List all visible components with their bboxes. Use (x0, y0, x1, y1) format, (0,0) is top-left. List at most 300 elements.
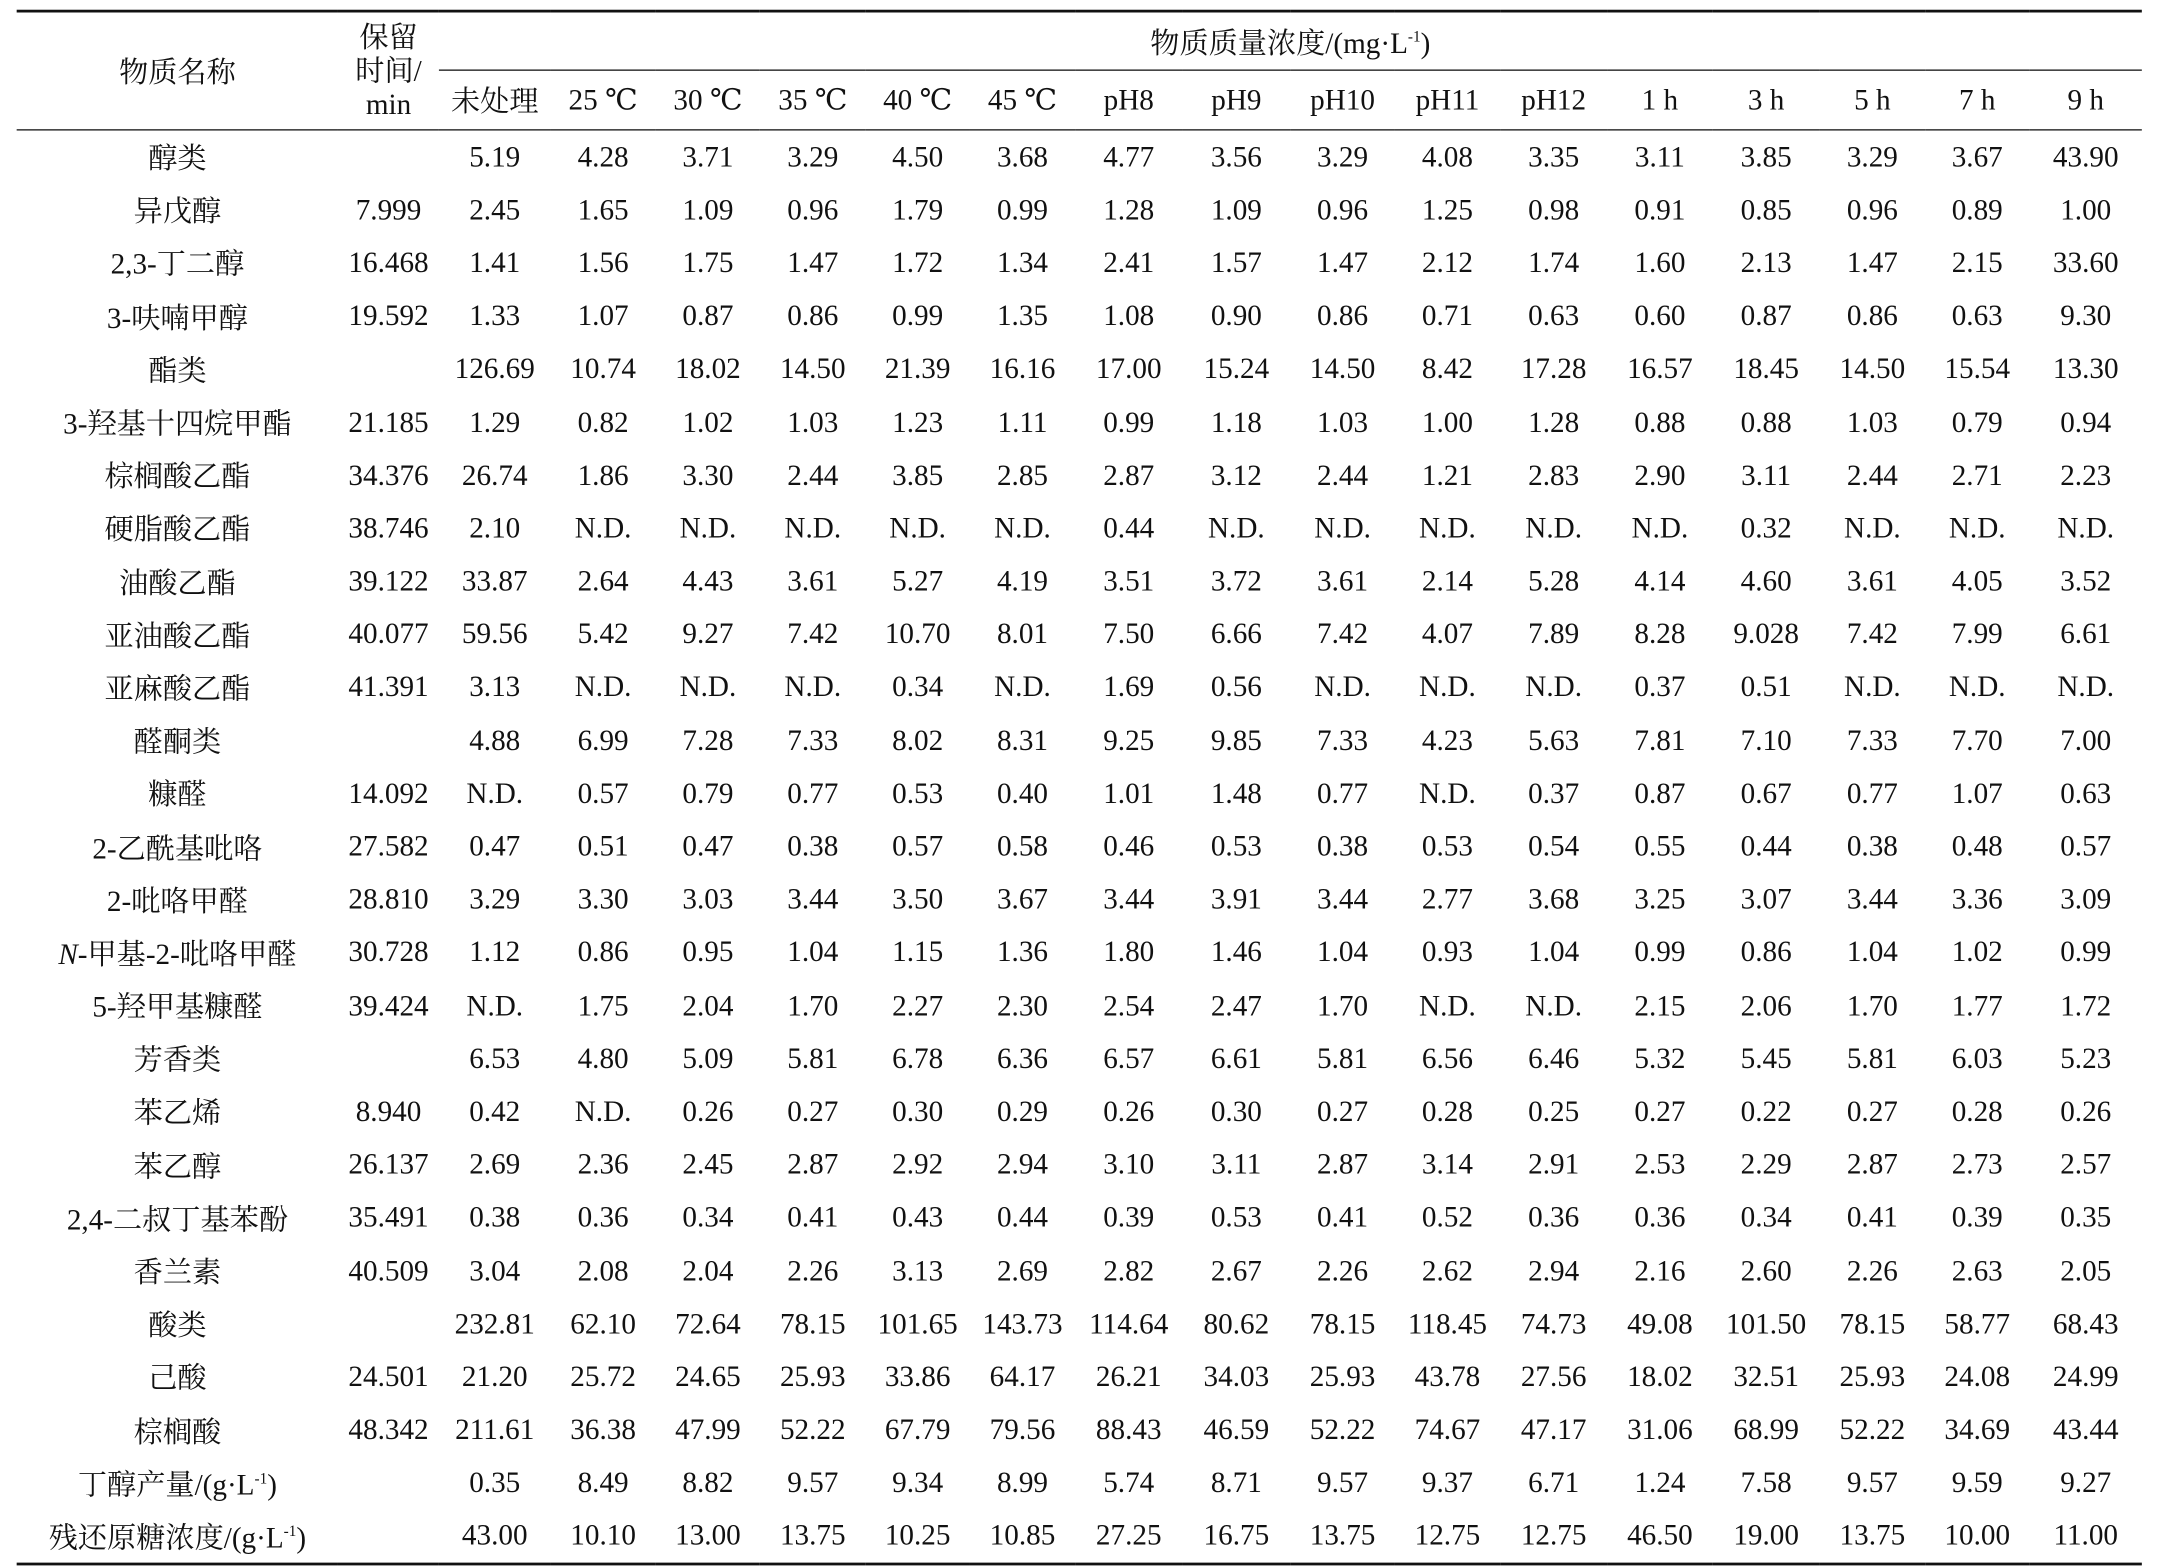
concentration-cell: 114.64 (1089, 1306, 1169, 1340)
concentration-cell: 0.82 (577, 404, 629, 439)
concentration-cell: 5.63 (1528, 723, 1580, 757)
retention-time-cell: 28.810 (348, 882, 429, 916)
retention-time-cell: 7.999 (355, 192, 422, 227)
table-row (17, 873, 2142, 926)
concentration-cell: 0.85 (1740, 192, 1792, 227)
concentration-cell: N.D. (466, 776, 524, 810)
concentration-cell: 9.57 (1846, 1465, 1898, 1500)
table-row (17, 979, 2142, 1032)
concentration-cell: 101.65 (877, 1306, 958, 1340)
concentration-cell: 1.03 (1317, 404, 1369, 439)
concentration-cell: 2.85 (996, 457, 1049, 492)
concentration-cell: 6.03 (1951, 1041, 2003, 1075)
concentration-cell: 8.28 (1634, 617, 1686, 651)
concentration-cell: 2.06 (1740, 988, 1792, 1022)
concentration-cell: 0.28 (1951, 1094, 2003, 1128)
substance-name-text: 油酸乙酯 (119, 566, 236, 600)
concentration-cell: 15.24 (1203, 351, 1270, 386)
concentration-cell: 7.89 (1528, 617, 1580, 651)
substance-name-text: 酯类 (148, 353, 207, 388)
table-row (17, 1351, 2142, 1404)
concentration-cell: 0.52 (1421, 1200, 1473, 1234)
concentration-cell: 5.32 (1634, 1041, 1686, 1075)
concentration-cell: 10.25 (884, 1518, 951, 1553)
concentration-cell: 5.45 (1740, 1041, 1792, 1075)
concentration-cell: 7.28 (682, 723, 734, 757)
concentration-cell: 6.57 (1103, 1041, 1155, 1075)
retention-time-cell: 38.746 (348, 511, 429, 545)
concentration-cell: 1.33 (469, 298, 521, 333)
concentration-cell: 3.68 (1528, 882, 1580, 916)
concentration-cell: 0.90 (1210, 298, 1262, 333)
concentration-cell: N.D. (1525, 988, 1583, 1022)
concentration-cell: 67.79 (884, 1412, 951, 1447)
concentration-cell: 0.43 (892, 1200, 944, 1234)
concentration-cell: 0.54 (1528, 829, 1580, 863)
concentration-cell: 3.61 (787, 564, 839, 598)
concentration-cell: 0.87 (1634, 776, 1686, 810)
concentration-cell: 2.91 (1528, 1147, 1580, 1181)
concentration-cell: 18.02 (1627, 1359, 1693, 1394)
concentration-cell: 0.96 (1846, 192, 1898, 227)
table-row (17, 926, 2142, 979)
concentration-cell: 0.88 (1740, 404, 1792, 439)
retention-time-cell (338, 714, 439, 767)
concentration-cell: 1.47 (787, 245, 839, 280)
concentration-cell: 4.08 (1421, 139, 1473, 174)
substance-name (17, 926, 339, 979)
concentration-cell: 0.34 (892, 670, 944, 704)
concentration-cell: 14.50 (779, 351, 846, 386)
concentration-cell: 26.21 (1095, 1359, 1162, 1394)
concentration-cell: 3.11 (1741, 457, 1792, 492)
concentration-cell: 0.28 (1421, 1094, 1473, 1128)
concentration-cell: 1.09 (682, 192, 734, 227)
concentration-cell: 0.99 (1634, 935, 1686, 969)
concentration-cell: 0.88 (1634, 404, 1686, 439)
substance-name (17, 1191, 339, 1244)
substance-name (17, 449, 339, 502)
concentration-cell: 6.99 (577, 723, 629, 757)
concentration-cell: 0.37 (1634, 670, 1686, 704)
concentration-cell: 1.12 (469, 935, 521, 969)
concentration-cell: 9.85 (1210, 723, 1262, 757)
concentration-cell: 4.19 (996, 564, 1049, 598)
concentration-cell: 6.56 (1421, 1041, 1473, 1075)
substance-name (17, 1510, 339, 1564)
concentration-cell: 11.00 (2053, 1518, 2119, 1553)
concentration-cell: 0.86 (1317, 298, 1369, 333)
concentration-cell: 1.04 (1846, 935, 1898, 969)
retention-time-cell: 35.491 (348, 1200, 429, 1234)
concentration-cell: N.D. (574, 511, 632, 545)
concentration-cell: 2.27 (892, 988, 944, 1022)
substance-name-text: 糠醛 (148, 778, 207, 812)
concentration-cell: 13.75 (779, 1518, 846, 1553)
retention-time-cell: 24.501 (348, 1359, 429, 1394)
concentration-cell: 2.90 (1634, 457, 1686, 492)
concentration-cell: 1.36 (996, 935, 1049, 969)
concentration-cell: 1.21 (1421, 457, 1473, 492)
retention-time-cell (338, 1297, 439, 1350)
concentration-cell: 0.44 (996, 1200, 1049, 1234)
substance-name-sup: -1 (254, 1470, 268, 1488)
header-concentration-group (439, 11, 2142, 70)
concentration-cell: 3.85 (1740, 139, 1792, 174)
concentration-cell: 10.85 (989, 1518, 1056, 1553)
condition-header: 7 h (1925, 70, 2030, 130)
concentration-cell: 7.99 (1951, 617, 2003, 651)
table-row (17, 343, 2142, 396)
table-row (17, 290, 2142, 343)
concentration-cell: 2.60 (1740, 1253, 1792, 1287)
condition-header: pH10 (1290, 70, 1395, 130)
substance-name (17, 661, 339, 714)
concentration-cell: 2.26 (1846, 1253, 1898, 1287)
concentration-cell: 2.62 (1421, 1253, 1473, 1287)
concentration-cell: 5.74 (1103, 1465, 1155, 1500)
concentration-cell: 0.57 (892, 829, 944, 863)
condition-header: 40 ℃ (865, 70, 970, 130)
table-body (17, 130, 2142, 1564)
retention-time-cell: 27.582 (348, 829, 429, 863)
concentration-cell: 3.03 (682, 882, 734, 916)
condition-header: 30 ℃ (656, 70, 761, 130)
concentration-cell: 78.15 (1839, 1306, 1906, 1340)
concentration-cell: 1.07 (1951, 776, 2003, 810)
concentration-cell: 0.56 (1210, 670, 1262, 704)
concentration-cell: 0.44 (1740, 829, 1792, 863)
concentration-cell: N.D. (1419, 511, 1476, 545)
concentration-cell: 0.41 (787, 1200, 839, 1234)
concentration-cell: 0.63 (2060, 776, 2112, 810)
concentration-cell: 6.71 (1528, 1465, 1580, 1500)
concentration-cell: 0.30 (1210, 1094, 1262, 1128)
concentration-cell: 7.42 (1317, 617, 1369, 651)
concentration-cell: 0.30 (892, 1094, 944, 1128)
concentration-cell: 2.71 (1951, 457, 2003, 492)
concentration-cell: N.D. (1419, 776, 1476, 810)
substance-name (17, 396, 339, 449)
concentration-cell: 2.44 (787, 457, 839, 492)
condition-header: 9 h (2030, 70, 2142, 130)
concentration-cell: 52.22 (1839, 1412, 1906, 1447)
concentration-cell: 2.83 (1528, 457, 1580, 492)
table-row (17, 820, 2142, 873)
concentration-cell: 232.81 (454, 1306, 535, 1340)
concentration-cell: 0.27 (1846, 1094, 1898, 1128)
concentration-cell: 5.42 (577, 617, 629, 651)
substance-name (17, 130, 339, 184)
concentration-cell: 3.12 (1210, 457, 1262, 492)
concentration-cell: 6.78 (892, 1041, 944, 1075)
concentration-cell: 47.99 (675, 1412, 741, 1447)
concentration-cell: 0.41 (1846, 1200, 1898, 1234)
concentration-cell: 19.00 (1733, 1518, 1799, 1553)
concentration-cell: 3.35 (1528, 139, 1580, 174)
substance-name-text: 硬脂酸乙酯 (104, 513, 251, 547)
concentration-cell: 0.44 (1103, 511, 1155, 545)
concentration-cell: 1.35 (996, 298, 1049, 333)
concentration-cell: N.D. (2057, 670, 2115, 704)
concentration-cell: 1.72 (892, 245, 944, 280)
substance-name-text: 芳香类 (133, 1043, 222, 1077)
concentration-cell: 80.62 (1203, 1306, 1270, 1340)
concentration-cell: 47.17 (1520, 1412, 1587, 1447)
concentration-cell: 1.74 (1528, 245, 1580, 280)
concentration-cell: 0.67 (1740, 776, 1792, 810)
concentration-cell: 0.41 (1317, 1200, 1369, 1234)
concentration-cell: N.D. (994, 670, 1051, 704)
concentration-cell: 101.50 (1726, 1306, 1807, 1340)
concentration-cell: 0.22 (1740, 1094, 1792, 1128)
concentration-cell: 3.13 (892, 1253, 944, 1287)
concentration-cell: 1.86 (577, 457, 629, 492)
concentration-cell: 2.87 (1846, 1147, 1898, 1181)
concentration-cell: 1.75 (682, 245, 734, 280)
concentration-cell: 3.44 (1103, 882, 1155, 916)
concentration-cell: 2.08 (577, 1253, 629, 1287)
concentration-cell: 1.03 (1846, 404, 1898, 439)
concentration-cell: 36.38 (570, 1412, 636, 1447)
header-substance-name: 物质名称 (17, 11, 339, 130)
concentration-cell: 4.23 (1421, 723, 1473, 757)
substance-name-text: 残还原糖浓度/(g·L (48, 1520, 284, 1555)
concentration-cell: 4.50 (892, 139, 944, 174)
concentration-cell: 0.79 (682, 776, 734, 810)
concentration-cell: 2.44 (1317, 457, 1369, 492)
substance-name (17, 873, 339, 926)
substance-name (17, 1457, 339, 1510)
concentration-cell: 6.66 (1210, 617, 1262, 651)
concentration-cell: 9.30 (2060, 298, 2112, 333)
concentration-cell: 13.75 (1309, 1518, 1376, 1553)
concentration-cell: 126.69 (454, 351, 535, 386)
retention-time-cell: 14.092 (348, 776, 429, 810)
concentration-cell: 8.01 (996, 617, 1049, 651)
concentration-cell: 7.10 (1740, 723, 1792, 757)
concentration-cell: 0.38 (787, 829, 839, 863)
concentration-cell: 14.50 (1309, 351, 1376, 386)
concentration-cell: N.D. (1844, 511, 1901, 545)
concentration-cell: 5.28 (1528, 564, 1580, 598)
concentration-cell: 15.54 (1944, 351, 2011, 386)
concentration-cell: 0.47 (682, 829, 734, 863)
condition-header: pH11 (1395, 70, 1500, 130)
concentration-cell: 25.93 (1839, 1359, 1906, 1394)
concentration-cell: 58.77 (1944, 1306, 2011, 1340)
concentration-cell: N.D. (1525, 511, 1583, 545)
concentration-cell: 17.28 (1520, 351, 1587, 386)
concentration-cell: 1.34 (996, 245, 1049, 280)
table-row (17, 130, 2142, 184)
concentration-cell: 25.93 (1309, 1359, 1376, 1394)
concentration-cell: 12.75 (1520, 1518, 1587, 1553)
concentration-cell: 7.81 (1634, 723, 1686, 757)
concentration-cell: 10.74 (570, 351, 636, 386)
concentration-cell: 0.35 (469, 1465, 521, 1500)
concentration-cell: 1.70 (1846, 988, 1898, 1022)
concentration-cell: 10.10 (570, 1518, 636, 1553)
concentration-cell: 24.65 (675, 1359, 741, 1394)
concentration-cell: 3.30 (682, 457, 734, 492)
concentration-cell: 7.50 (1103, 617, 1155, 651)
concentration-cell: 24.08 (1944, 1359, 2011, 1394)
concentration-cell: 0.77 (1317, 776, 1369, 810)
substance-name-italic: N (58, 937, 78, 971)
concentration-cell: 0.63 (1528, 298, 1580, 333)
substance-name-text: 2-乙酰基吡咯 (92, 831, 263, 865)
header-retention-line-1: 保留 (359, 20, 418, 55)
concentration-cell: N.D. (784, 511, 842, 545)
concentration-cell: 118.45 (1407, 1306, 1488, 1340)
retention-time-cell (338, 343, 439, 396)
substance-name-text: 2,4-二叔丁基苯酚 (66, 1202, 289, 1236)
concentration-cell: 2.54 (1103, 988, 1155, 1022)
concentration-cell: 8.42 (1421, 351, 1473, 386)
concentration-cell: 0.32 (1740, 511, 1792, 545)
substance-name (17, 979, 339, 1032)
concentration-cell: 3.44 (1317, 882, 1369, 916)
concentration-cell: 21.39 (884, 351, 951, 386)
concentration-cell: 13.75 (1839, 1518, 1906, 1553)
substance-name-text: 酸类 (148, 1308, 207, 1343)
concentration-cell: 5.81 (1846, 1041, 1898, 1075)
retention-time-cell: 34.376 (348, 457, 429, 492)
concentration-cell: 6.46 (1528, 1041, 1580, 1075)
concentration-cell: 14.50 (1839, 351, 1906, 386)
concentration-cell: 2.13 (1740, 245, 1792, 280)
concentration-cell: 2.04 (682, 1253, 734, 1287)
retention-time-cell (338, 130, 439, 184)
concentration-cell: 2.14 (1421, 564, 1473, 598)
concentration-cell: 1.57 (1210, 245, 1262, 280)
concentration-cell: 18.02 (675, 351, 741, 386)
concentration-cell: 0.93 (1421, 935, 1473, 969)
concentration-cell: 1.80 (1103, 935, 1155, 969)
retention-time-cell: 21.185 (348, 404, 429, 439)
header-retention-line-3: min (365, 87, 412, 121)
concentration-cell: 25.93 (779, 1359, 846, 1394)
substance-name-text: 苯乙醇 (133, 1149, 222, 1183)
concentration-cell: 5.23 (2060, 1041, 2112, 1075)
substance-name-text: 己酸 (148, 1361, 207, 1396)
concentration-cell: 27.25 (1095, 1518, 1162, 1553)
concentration-cell: 43.78 (1414, 1359, 1481, 1394)
retention-time-cell (338, 1510, 439, 1564)
concentration-cell: 2.04 (682, 988, 734, 1022)
concentration-cell: 1.18 (1210, 404, 1262, 439)
concentration-cell: 16.57 (1627, 351, 1693, 386)
concentration-cell: N.D. (1948, 670, 2006, 704)
concentration-cell: N.D. (784, 670, 842, 704)
concentration-cell: N.D. (2057, 511, 2115, 545)
substance-name (17, 767, 339, 820)
header-retention-line-2: 时间/ (355, 54, 422, 88)
concentration-cell: 4.07 (1421, 617, 1473, 651)
concentration-cell: 0.53 (1210, 829, 1262, 863)
concentration-cell: 1.77 (1951, 988, 2003, 1022)
concentration-cell: 0.77 (1846, 776, 1898, 810)
substance-name (17, 184, 339, 237)
concentration-cell: 7.58 (1740, 1465, 1792, 1500)
concentration-cell: 0.96 (787, 192, 839, 227)
concentration-cell: 0.34 (682, 1200, 734, 1234)
concentration-cell: 46.50 (1627, 1518, 1693, 1553)
concentration-cell: 3.09 (2060, 882, 2112, 916)
concentration-cell: 32.51 (1733, 1359, 1799, 1394)
concentration-cell: 0.57 (2060, 829, 2112, 863)
concentration-cell: 1.29 (469, 404, 521, 439)
substance-name (17, 1244, 339, 1297)
concentration-cell: 0.39 (1103, 1200, 1155, 1234)
concentration-cell: 1.72 (2060, 988, 2112, 1022)
concentration-cell: 2.87 (787, 1147, 839, 1181)
concentration-cell: 26.74 (461, 457, 528, 492)
concentration-cell: N.D. (1314, 511, 1371, 545)
concentration-cell: 3.25 (1634, 882, 1686, 916)
concentration-cell: 0.53 (892, 776, 944, 810)
retention-time-cell: 19.592 (348, 298, 429, 333)
substance-name (17, 1138, 339, 1191)
concentration-cell: 3.71 (682, 139, 734, 174)
concentration-cell: 1.65 (577, 192, 629, 227)
concentration-cell: 3.11 (1634, 139, 1685, 174)
concentration-cell: 0.38 (469, 1200, 521, 1234)
concentration-cell: 3.13 (469, 670, 521, 704)
concentration-cell: 1.47 (1317, 245, 1369, 280)
concentration-cell: 6.61 (1210, 1041, 1262, 1075)
table-row (17, 449, 2142, 502)
retention-time-cell (338, 1032, 439, 1085)
table-row (17, 555, 2142, 608)
concentration-cell: 2.30 (996, 988, 1049, 1022)
concentration-cell: 62.10 (570, 1306, 636, 1340)
concentration-cell: 0.47 (469, 829, 521, 863)
table-row (17, 1510, 2142, 1564)
retention-time-cell: 30.728 (348, 935, 429, 969)
concentration-cell: 1.15 (892, 935, 944, 969)
concentration-cell: 10.00 (1944, 1518, 2011, 1553)
data-table (17, 10, 2142, 1566)
condition-header: pH8 (1075, 70, 1183, 130)
concentration-cell: 2.73 (1951, 1147, 2003, 1181)
concentration-cell: 7.33 (1846, 723, 1898, 757)
header-group-suffix: ) (1420, 25, 1431, 60)
concentration-cell: 2.36 (577, 1147, 629, 1181)
concentration-cell: 3.29 (1317, 139, 1369, 174)
concentration-cell: 5.19 (469, 139, 521, 174)
concentration-cell: 0.99 (996, 192, 1049, 227)
concentration-cell: 34.03 (1203, 1359, 1270, 1394)
table-row (17, 396, 2142, 449)
concentration-cell: 1.04 (787, 935, 839, 969)
concentration-cell: 16.75 (1203, 1518, 1270, 1553)
concentration-cell: N.D. (1419, 988, 1476, 1022)
concentration-cell: 33.86 (884, 1359, 951, 1394)
concentration-cell: 43.44 (2052, 1412, 2119, 1447)
concentration-cell: 3.11 (1211, 1147, 1262, 1181)
retention-time-cell (338, 1457, 439, 1510)
concentration-cell: 1.23 (892, 404, 944, 439)
concentration-cell: 13.30 (2052, 351, 2119, 386)
concentration-cell: 0.60 (1634, 298, 1686, 333)
concentration-cell: 1.28 (1528, 404, 1580, 439)
concentration-cell: 0.51 (577, 829, 629, 863)
concentration-cell: 2.94 (996, 1147, 1049, 1181)
concentration-cell: 2.92 (892, 1147, 944, 1181)
concentration-cell: 10.70 (884, 617, 951, 651)
